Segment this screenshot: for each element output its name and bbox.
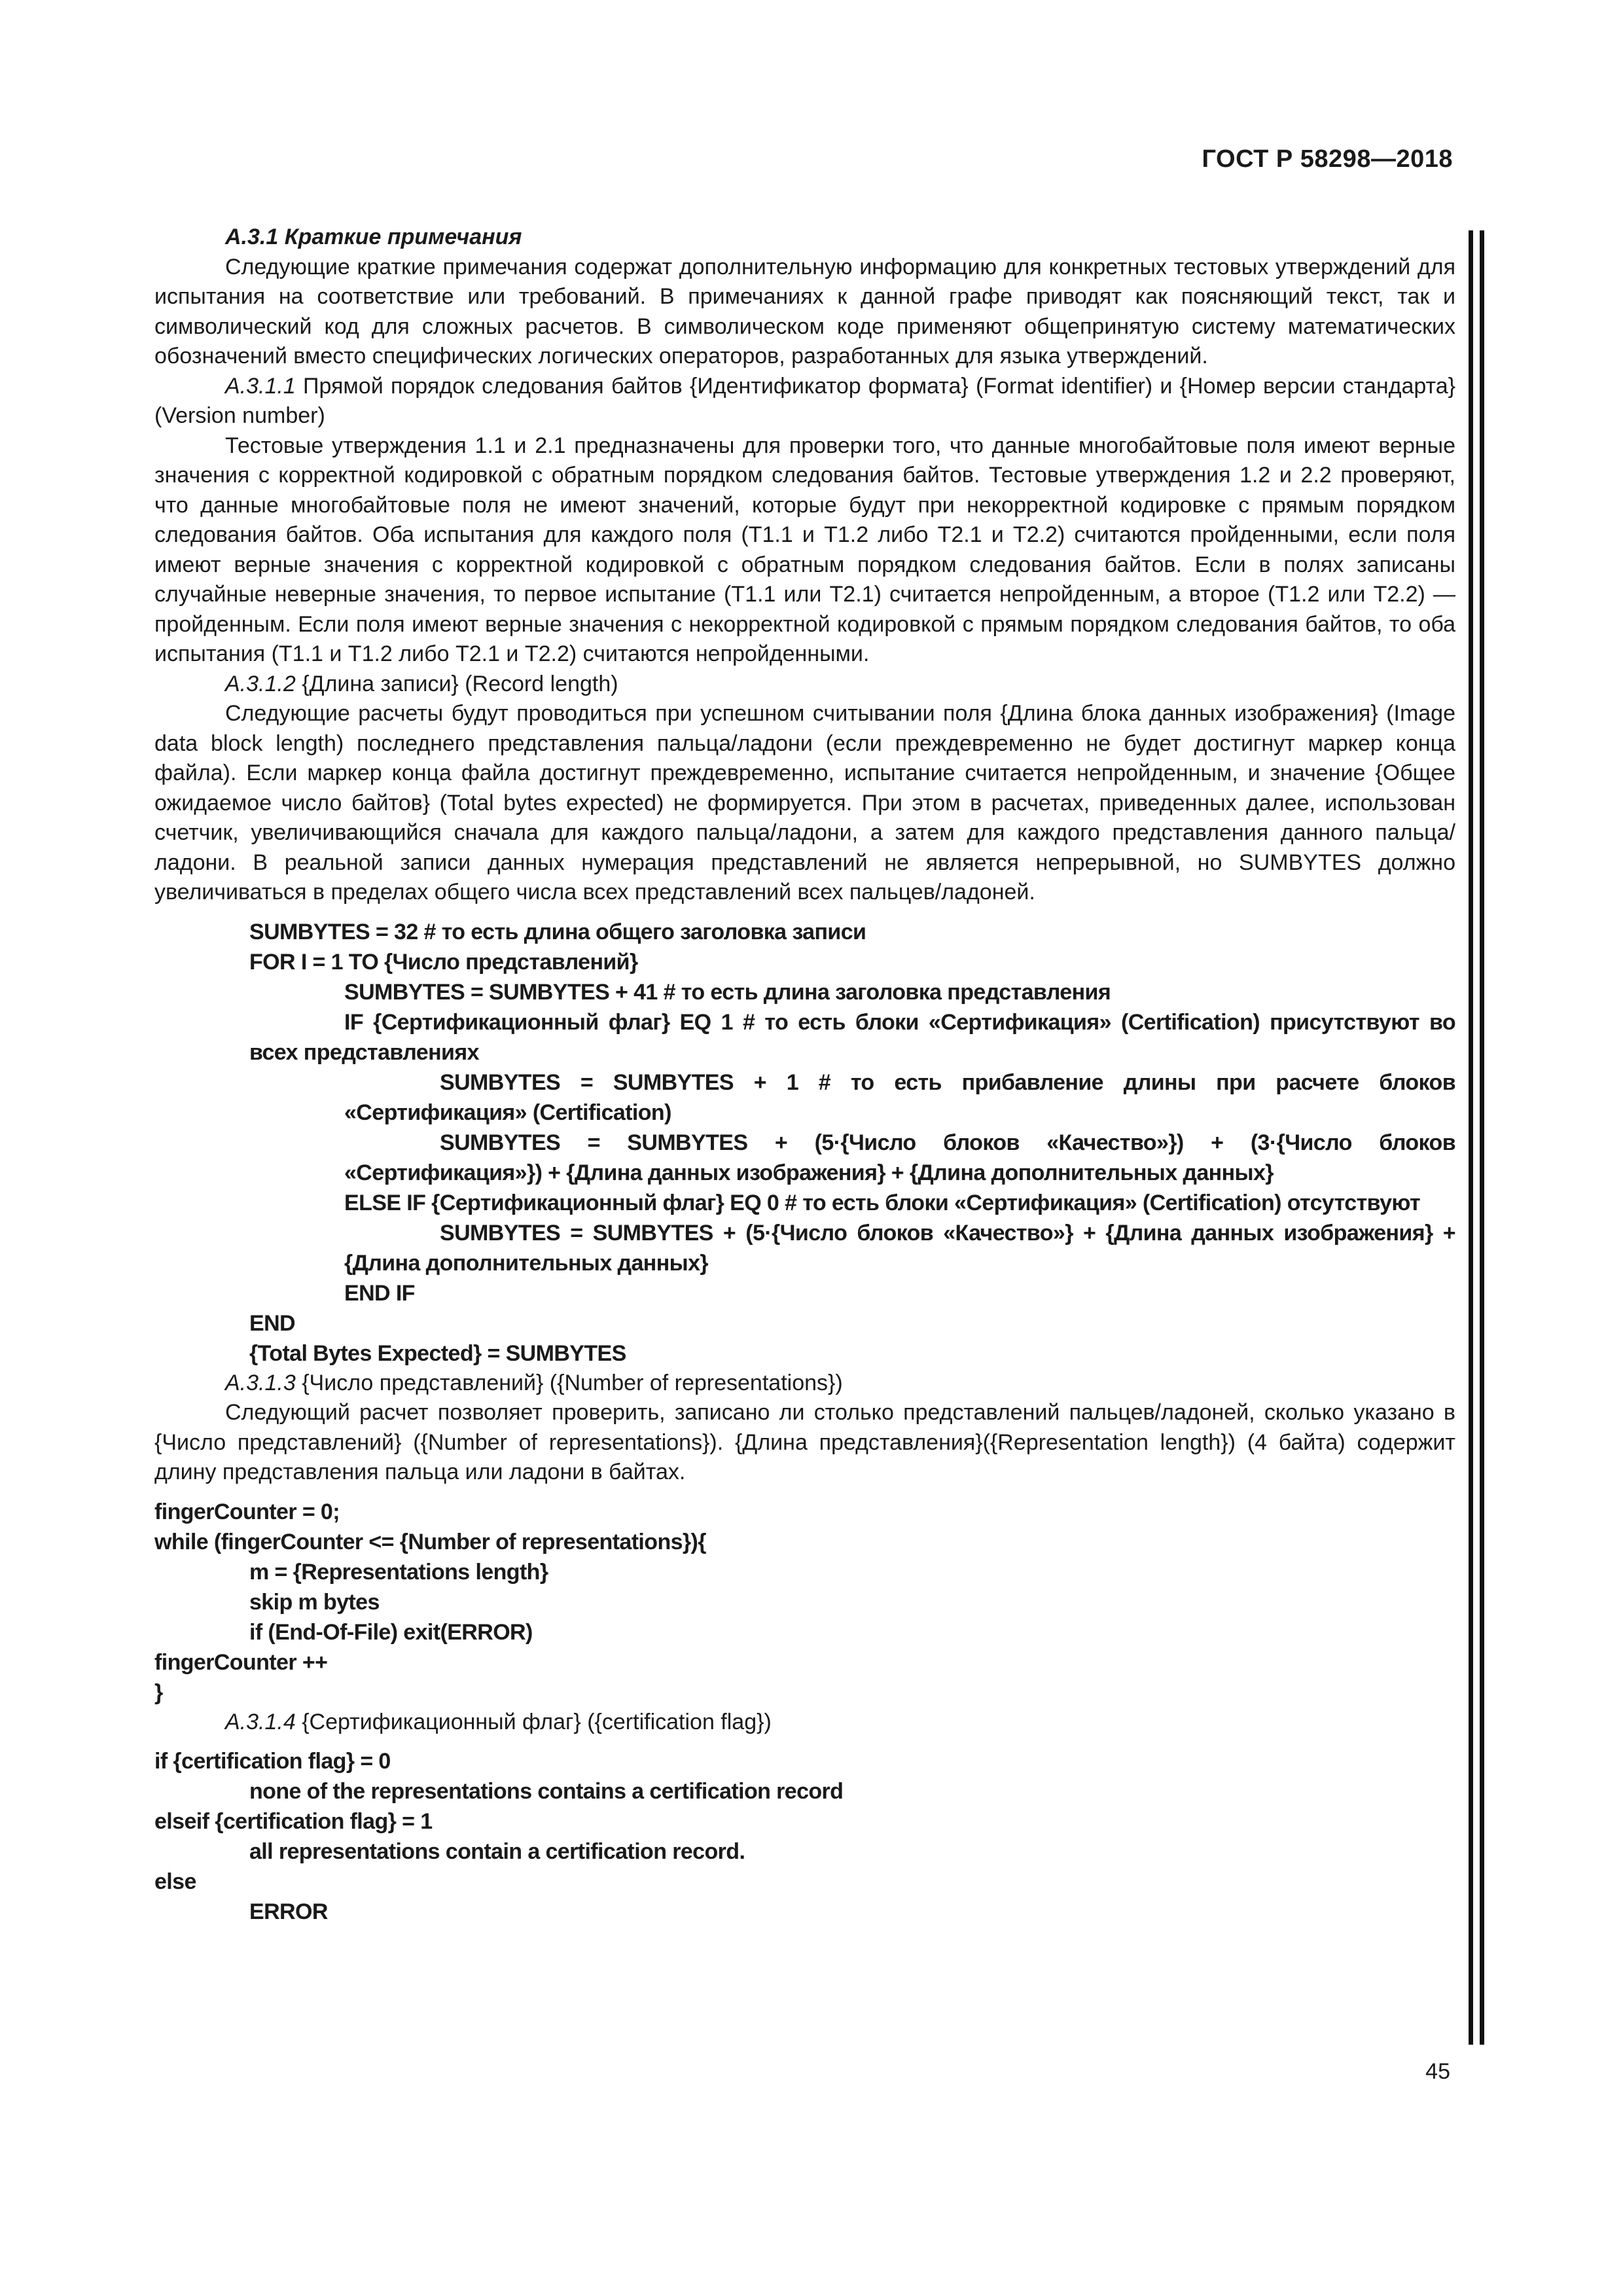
- subsection-number: А.3.1.3: [225, 1370, 296, 1395]
- code-line: none of the representations contains a certification record: [249, 1779, 844, 1804]
- subsection-title: {Число представлений} ({Number of representations}): [295, 1370, 843, 1395]
- code-line: fingerCounter = 0;: [154, 1499, 340, 1524]
- change-bar: [1469, 230, 1473, 2045]
- subsection-title: {Сертификационный флаг} ({certification flag}): [295, 1709, 772, 1734]
- change-bars: [1469, 230, 1484, 2045]
- code-line: IF {Сертификационный флаг} EQ 1 # то есть блоки «Сертификация» (Certification) присутствуют во всех представлениях: [249, 1009, 1455, 1065]
- code-line: m = {Representations length}: [249, 1559, 548, 1585]
- code-line: END IF: [344, 1280, 415, 1306]
- code-line: skip m bytes: [249, 1589, 380, 1615]
- subsection-heading: [154, 1708, 1455, 1738]
- page-number: 45: [1425, 2059, 1450, 2084]
- subsection-heading: [154, 670, 1455, 700]
- code-line: elseif {certification flag} = 1: [154, 1809, 433, 1834]
- code-line: ELSE IF {Сертификационный флаг} EQ 0 # то есть блоки «Сертификация» (Certification) отсутствуют: [344, 1190, 1421, 1215]
- subsection-number: А.3.1.4: [225, 1709, 296, 1734]
- code-line: while (fingerCounter <= {Number of representations}){: [154, 1529, 706, 1554]
- subsection-title: {Длина записи} (Record length): [295, 671, 618, 696]
- code-line: SUMBYTES = SUMBYTES + 1 # то есть прибавление длины при расчете блоков «Сертификация» (Certification): [344, 1069, 1455, 1125]
- paragraph: Следующий расчет позволяет проверить, записано ли столько представлений пальцев/ладоней, сколько указано в {Число представлений} ({Number of representations}). {Длина представления}({Representation length}) (4 байта) содержит длину представления пальца или ладони в байтах.: [154, 1400, 1455, 1484]
- subsection-title: Прямой порядок следования байтов {Идентификатор формата} (Format identifier) и {Номер версии стандарта} (Version number): [154, 373, 1455, 428]
- change-bar: [1480, 230, 1484, 2045]
- code-line: fingerCounter ++: [154, 1649, 328, 1675]
- section-title: А.3.1 Краткие примечания: [225, 224, 522, 249]
- subsection-number: А.3.1.2: [225, 671, 296, 696]
- code-line: SUMBYTES = SUMBYTES + (5·{Число блоков «Качество»} + {Длина данных изображения} + {Длина дополнительных данных}: [344, 1220, 1455, 1276]
- document-id: ГОСТ Р 58298—2018: [1202, 145, 1453, 173]
- code-line: if {certification flag} = 0: [154, 1749, 391, 1774]
- page-body: [154, 223, 1455, 1927]
- subsection-number: А.3.1.1: [225, 373, 296, 399]
- code-block: [154, 1497, 1455, 1708]
- code-line: SUMBYTES = SUMBYTES + (5·{Число блоков «Качество»}) + (3·{Число блоков «Сертификация»}) + {Длина данных изображения} + {Длина дополнительных данных}: [344, 1130, 1455, 1185]
- code-block: [154, 1746, 1455, 1927]
- code-line: }: [154, 1679, 163, 1705]
- subsection-heading: [154, 1369, 1455, 1399]
- subsection-heading: [154, 372, 1455, 431]
- code-line: else: [154, 1869, 196, 1894]
- code-line: END: [249, 1310, 295, 1336]
- code-line: {Total Bytes Expected} = SUMBYTES: [249, 1340, 626, 1366]
- paragraph: Тестовые утверждения 1.1 и 2.1 предназначены для проверки того, что данные многобайтовые поля имеют верные значения с корректной кодировкой с обратным порядком следования байтов. Тестовые утверждения 1.2 и 2.2 проверяют, что данные многобайтовые поля не имеют значений, которые будут при некорректной кодировке с прямым порядком следования байтов. Оба испытания для каждого поля (Т1.1 и Т1.2 либо Т2.1 и Т2.2) считаются пройденными, если поля имеют верные значения с корректной кодировкой с обратным порядком следования байтов. Если в полях записаны случайные неверные значения, то первое испытание (Т1.1 или Т2.1) считается непройденным, а второе (Т1.2 или Т2.2) — пройденным. Если поля имеют верные значения с некорректной кодировкой с прямым порядком следования байтов, то оба испытания (Т1.1 и Т1.2 либо Т2.1 и Т2.2) считаются непройденными.: [154, 433, 1455, 666]
- code-line: if (End-Of-File) exit(ERROR): [249, 1619, 533, 1645]
- code-line: SUMBYTES = SUMBYTES + 41 # то есть длина заголовка представления: [344, 979, 1111, 1005]
- code-line: FOR I = 1 TO {Число представлений}: [249, 949, 638, 975]
- code-line: all representations contain a certification record.: [249, 1839, 745, 1864]
- code-block: [154, 917, 1455, 1369]
- intro-paragraph: Следующие краткие примечания содержат дополнительную информацию для конкретных тестовых утверждений для испытания на соответствие или требований. В примечаниях к данной графе приводят как поясняющий текст, так и символический код для сложных расчетов. В символическом коде применяют общепринятую систему математических обозначений вместо специфических логических операторов, разработанных для языка утверждений.: [154, 254, 1455, 368]
- code-line: SUMBYTES = 32 # то есть длина общего заголовка записи: [249, 919, 866, 944]
- paragraph: Следующие расчеты будут проводиться при успешном считывании поля {Длина блока данных изображения} (Image data block length) последнего представления пальца/ладони (если преждевременно не будет достигнут маркер конца файла). Если маркер конца файла достигнут преждевременно, испытание считается непройденным, и значение {Общее ожидаемое число байтов} (Total bytes expected) не формируется. При этом в расчетах, приведенных далее, использован счетчик, увеличивающийся сначала для каждого пальца/ладони, а затем для каждого представления данного пальца/ладони. В реальной записи данных нумерация представлений не является непрерывной, но SUMBYTES должно увеличиваться в пределах общего числа всех представлений всех пальцев/ладоней.: [154, 701, 1455, 905]
- code-line: ERROR: [249, 1899, 328, 1924]
